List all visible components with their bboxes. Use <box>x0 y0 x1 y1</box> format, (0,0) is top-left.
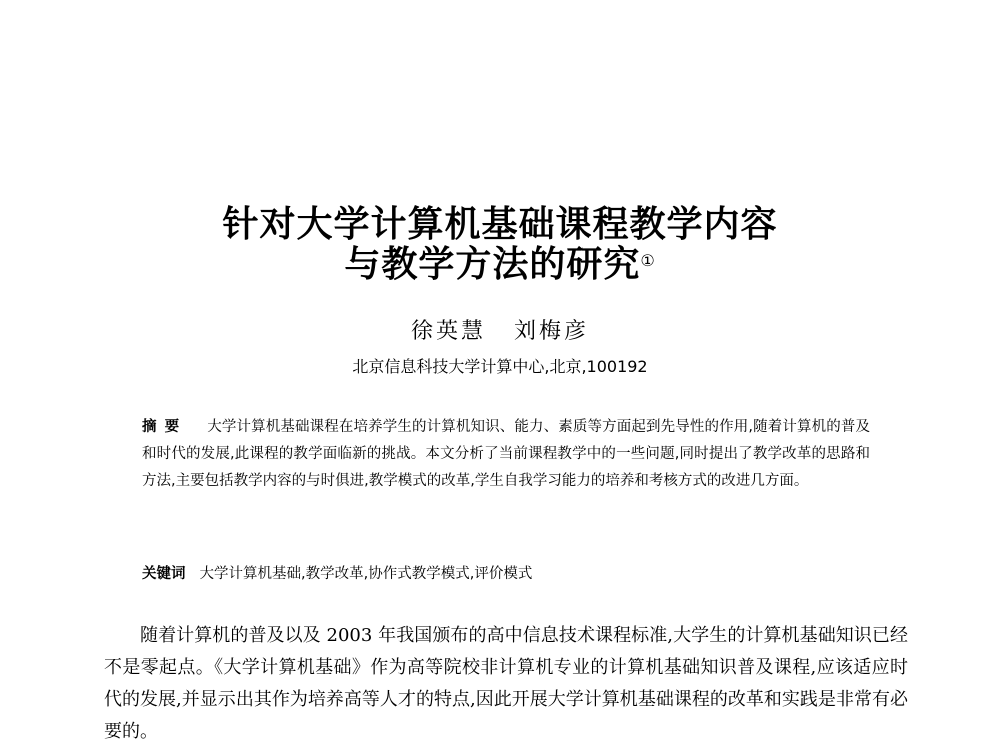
author-names: 徐英慧 刘梅彦 <box>411 319 589 344</box>
paper-title-line-1: 针对大学计算机基础课程教学内容 <box>222 204 778 245</box>
keywords-text: 大学计算机基础,教学改革,协作式教学模式,评价模式 <box>199 566 533 582</box>
abstract-text: 大学计算机基础课程在培养学生的计算机知识、能力、素质等方面起到先导性的作用,随着计算机的普及和时代的发展,此课程的教学面临新的挑战。本文分析了当前课程教学中的一些问题,同时提出了教学改革的思路和方法,主要包括教学内容的与时俱进,教学模式的改革,学生自我学习能力的培养和考核方式的改进几方面。 <box>142 419 871 489</box>
abstract-label: 摘要 <box>142 419 188 435</box>
keywords-block <box>142 563 870 585</box>
paper-title-line-2 <box>0 245 1000 285</box>
author-affiliation: 北京信息科技大学计算中心,北京,100192 <box>352 357 648 376</box>
body-paragraph: 随着计算机的普及以及 2003 年我国颁布的高中信息技术课程标准,大学生的计算机基础知识已经不是零起点。《大学计算机基础》作为高等院校非计算机专业的计算机基础知识普及课程,应该适应时代的发展,并显示出其作为培养高等人才的特点,因此开展大学计算机基础课程的改革和实践是非常有必要的。 <box>104 625 908 742</box>
title-line-2-text: 与教学方法的研究 <box>344 244 641 285</box>
abstract-block <box>142 414 870 495</box>
keywords-label: 关键词 <box>142 566 186 582</box>
footnote-marker: ① <box>640 251 656 270</box>
